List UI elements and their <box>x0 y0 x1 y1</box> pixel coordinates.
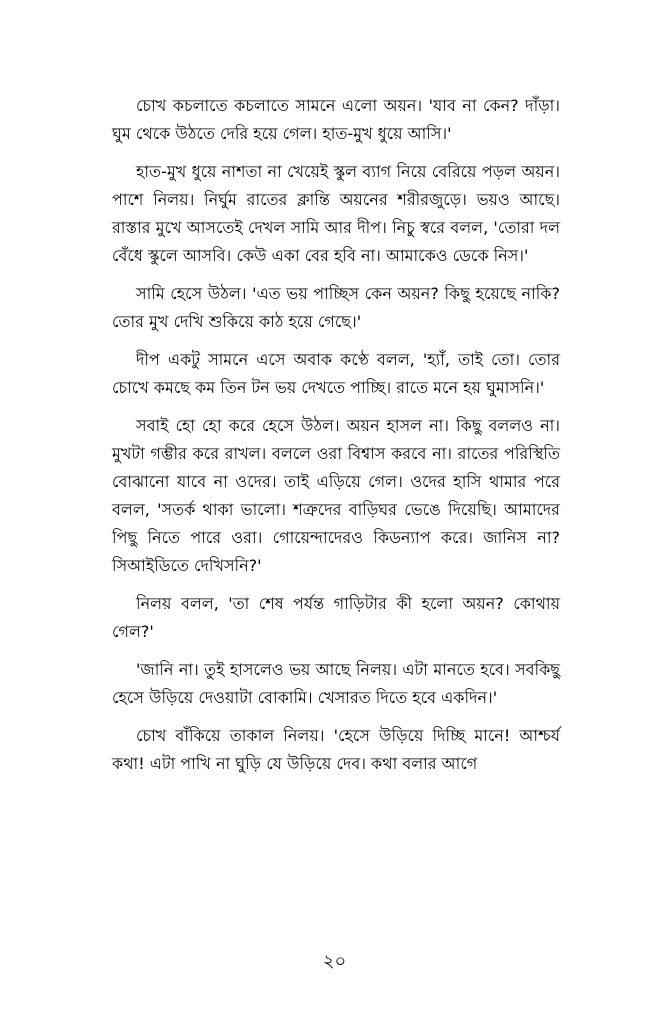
body-text <box>112 92 560 788</box>
paragraph-8: চোখ বাঁকিয়ে তাকাল নিলয়। 'হেসে উড়িয়ে দিচ্ছি মানে! আশ্চর্য কথা! এটা পাখি না ঘুড়ি যে উড়িয়ে দেব। কথা বলার আগে <box>112 726 560 773</box>
page-number: ২০ <box>322 951 347 972</box>
paragraph-3: সামি হেসে উঠল। 'এত ভয় পাচ্ছিস কেন অয়ন? কিছু হয়েছে নাকি? তোর মুখ দেখি শুকিয়ে কাঠ হয়ে গেছে।' <box>112 284 560 331</box>
paragraph-6: নিলয় বলল, 'তা শেষ পর্যন্ত গাড়িটার কী হলো অয়ন? কোথায় গেল?' <box>112 594 560 641</box>
paragraph-1: চোখ কচলাতে কচলাতে সামনে এলো অয়ন। 'যাব না কেন? দাঁড়া। ঘুম থেকে উঠতে দেরি হয়ে গেল। হাত-মুখ ধুয়ে আসি।' <box>112 96 560 143</box>
paragraph-4: দীপ একটু সামনে এসে অবাক কণ্ঠে বলল, 'হ্যাঁ, তাই তো। তোর চোখে কমছে কম তিন টন ভয় দেখতে পাচ্ছি। রাতে মনে হয় ঘুমাসনি।' <box>112 350 560 397</box>
paragraph-2: হাত-মুখ ধুয়ে নাশতা না খেয়েই স্কুল ব্যাগ নিয়ে বেরিয়ে পড়ল অয়ন। পাশে নিলয়। নির্ঘুম রাতের ক্লান্তি অয়নের শরীরজুড়ে। ভয়ও আছে। রাস্তার মুখে আসতেই দেখল সামি আর দীপ। নিচু স্বরে বলল, 'তোরা দল বেঁধে স্কুলে আসবি। কেউ একা বের হবি না। আমাকেও ডেকে নিস।' <box>112 162 560 265</box>
paragraph-7: 'জানি না। তুই হাসলেও ভয় আছে নিলয়। এটা মানতে হবে। সবকিছু হেসে উড়িয়ে দেওয়াটা বোকামি। খেসারত দিতে হবে একদিন।' <box>112 660 560 707</box>
paragraph-5: সবাই হো হো করে হেসে উঠল। অয়ন হাসল না। কিছু বললও না। মুখটা গম্ভীর করে রাখল। বললে ওরা বিশ্বাস করবে না। রাতের পরিস্থিতি বোঝানো যাবে না ওদের। তাই এড়িয়ে গেল। ওদের হাসি থামার পরে বলল, 'সতর্ক থাকা ভালো। শত্রুদের বাড়িঘর ভেঙে দিয়েছি। আমাদের পিছু নিতে পারে ওরা। গোয়েন্দাদেরও কিডন্যাপ করে। জানিস না? সিআইডিতে দেখিসনি?' <box>112 416 560 575</box>
